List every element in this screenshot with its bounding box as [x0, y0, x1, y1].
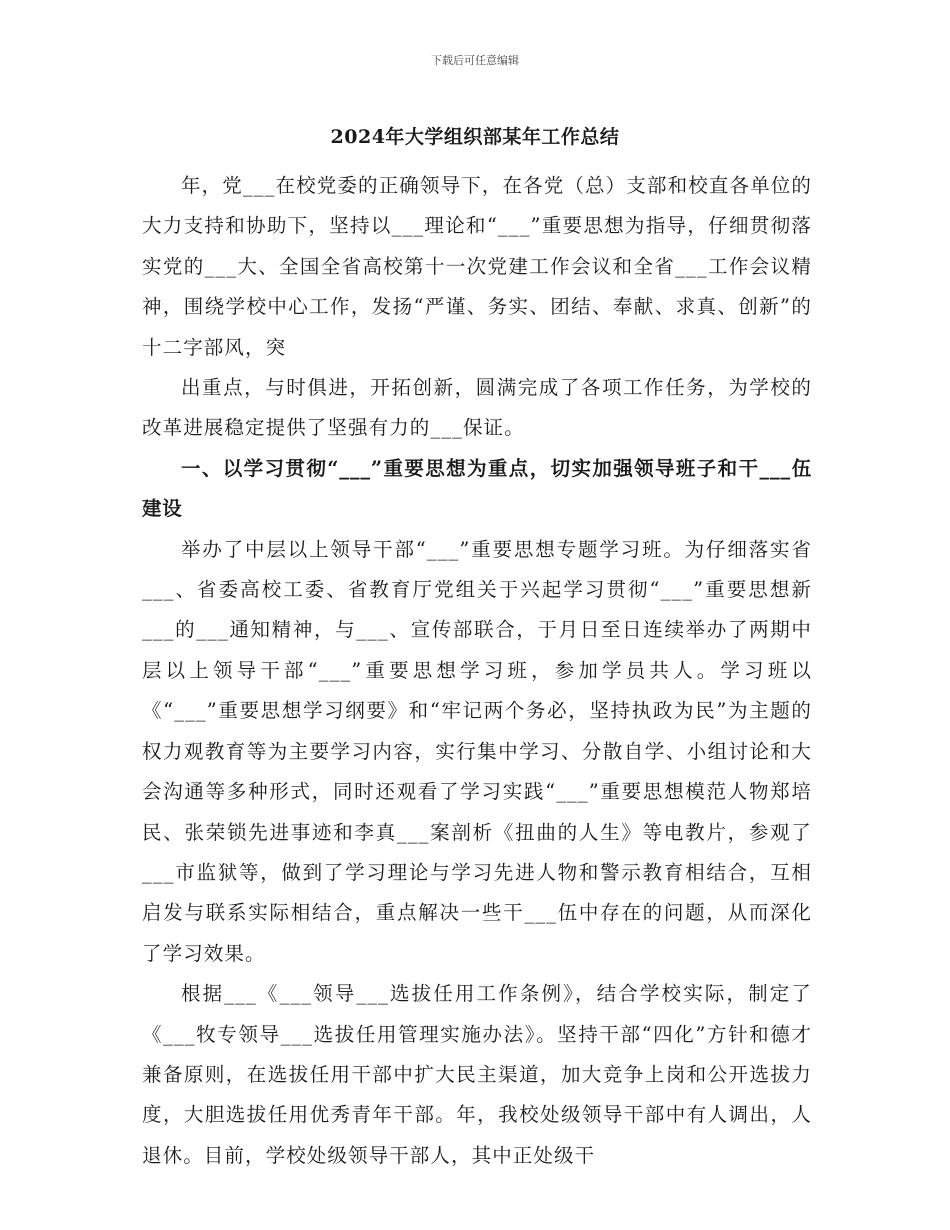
- body-paragraph: 年，党___在校党委的正确领导下，在各党（总）支部和校直各单位的大力支持和协助下，坚持以___理论和“___”重要思想为指导，仔细贯彻落实党的___大、全国全省高校第十一次党建工作会议和全省___工作会议精神，围绕学校中心工作，发扬“严谨、务实、团结、奉献、求真、创新”的十二字部风，突: [142, 174, 812, 359]
- section-heading: 一、以学习贯彻“___”重要思想为重点，切实加强领导班子和干___伍建设: [142, 456, 812, 521]
- document-body: [142, 166, 812, 1176]
- body-paragraph: 举办了中层以上领导干部“___”重要思想专题学习班。为仔细落实省___、省委高校工委、省教育厅党组关于兴起学习贯彻“___”重要思想新___的___通知精神，与___、宣传部联合，于月日至日连续举办了两期中层以上领导干部“___”重要思想学习班，参加学员共人。学习班以《“___”重要思想学习纲要》和“牢记两个务必，坚持执政为民”为主题的权力观教育等为主要学习内容，实行集中学习、分散自学、小组讨论和大会沟通等多种形式，同时还观看了学习实践“___”重要思想模范人物郑培民、张荣锁先进事迹和李真___案剖析《扭曲的人生》等电教片，参观了___市监狱等，做到了学习理论与学习先进人物和警示教育相结合，互相启发与联系实际相结合，重点解决一些干___伍中存在的问题，从而深化了学习效果。: [142, 537, 812, 965]
- body-paragraph: 出重点，与时俱进，开拓创新，圆满完成了各项工作任务，为学校的改革进展稳定提供了坚强有力的___保证。: [142, 376, 812, 440]
- page-header-note: 下载后可任意编辑: [431, 54, 519, 67]
- body-paragraph: 根据___《___领导___选拔任用工作条例》，结合学校实际，制定了《___牧专领导___选拔任用管理实施办法》。坚持干部“四化”方针和德才兼备原则，在选拔任用干部中扩大民主渠道，加大竞争上岗和公开选拔力度，大胆选拔任用优秀青年干部。年，我校处级领导干部中有人调出，人退休。目前，学校处级领导干部人，其中正处级干: [142, 982, 812, 1167]
- document-title: 2024年大学组织部某年工作总结: [330, 126, 620, 148]
